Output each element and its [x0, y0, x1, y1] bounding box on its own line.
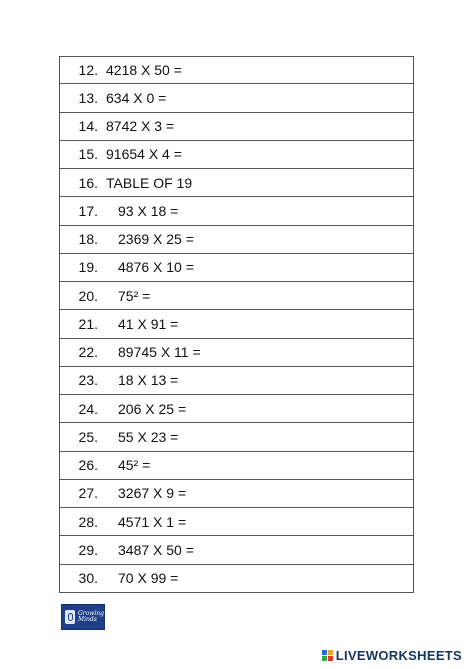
- question-row-19: [59, 254, 414, 282]
- question-expression: 4218 X 50 =: [106, 62, 182, 79]
- question-row-15: [59, 141, 414, 169]
- question-number: 29.: [78, 541, 98, 558]
- question-row-24: [59, 395, 414, 423]
- question-number: 22.: [78, 344, 98, 361]
- question-row-30: [59, 565, 414, 593]
- question-number: 21.: [78, 315, 98, 332]
- question-number: 16.: [78, 174, 98, 191]
- question-expression: 4571 X 1 =: [118, 513, 187, 530]
- question-expression: 634 X 0 =: [106, 89, 167, 106]
- liveworksheets-brand: [322, 648, 462, 663]
- liveworksheets-logo-icon: [322, 650, 333, 661]
- question-row-22: [59, 339, 414, 367]
- question-expression: 3267 X 9 =: [118, 485, 187, 502]
- question-number: 24.: [78, 400, 98, 417]
- logo-text-line2: Minds: [77, 616, 97, 623]
- question-expression: 41 X 91 =: [118, 315, 179, 332]
- question-number: 23.: [78, 372, 98, 389]
- question-number: 13.: [78, 89, 98, 106]
- question-number: 15.: [78, 146, 98, 163]
- question-row-28: [59, 508, 414, 536]
- question-row-27: [59, 480, 414, 508]
- question-row-17: [59, 197, 414, 225]
- question-expression: 75² =: [118, 287, 151, 304]
- question-row-25: [59, 423, 414, 451]
- question-expression: 89745 X 11 =: [118, 344, 201, 361]
- question-expression: 4876 X 10 =: [118, 259, 194, 276]
- question-row-20: [59, 282, 414, 310]
- growing-minds-logo: [61, 604, 105, 630]
- question-number: 18.: [78, 231, 98, 248]
- question-number: 12.: [78, 62, 98, 79]
- question-number: 17.: [78, 202, 98, 219]
- question-number: 19.: [78, 259, 98, 276]
- question-row-16: [59, 169, 414, 197]
- question-row-13: [59, 84, 414, 112]
- question-number: 14.: [78, 118, 98, 135]
- question-expression: 70 X 99 =: [118, 570, 179, 587]
- question-row-12: [59, 56, 414, 84]
- logo-mark-icon: [65, 610, 75, 624]
- question-expression: 2369 X 25 =: [118, 231, 194, 248]
- question-expression: 45² =: [118, 457, 151, 474]
- question-number: 28.: [78, 513, 98, 530]
- question-row-21: [59, 310, 414, 338]
- question-expression: 18 X 13 =: [118, 372, 179, 389]
- brand-text: LIVEWORKSHEETS: [335, 648, 462, 663]
- question-number: 20.: [78, 287, 98, 304]
- question-expression: 206 X 25 =: [118, 400, 187, 417]
- question-expression: 55 X 23 =: [118, 428, 179, 445]
- question-number: 27.: [78, 485, 98, 502]
- question-number: 25.: [78, 428, 98, 445]
- question-expression: 8742 X 3 =: [106, 118, 175, 135]
- question-number: 30.: [78, 570, 98, 587]
- question-row-23: [59, 367, 414, 395]
- logo-text-line1: Growing: [77, 610, 104, 617]
- question-row-18: [59, 226, 414, 254]
- question-row-14: [59, 113, 414, 141]
- question-expression: 3487 X 50 =: [118, 541, 194, 558]
- question-row-26: [59, 452, 414, 480]
- question-expression: TABLE OF 19: [106, 174, 193, 191]
- question-expression: 93 X 18 =: [118, 202, 179, 219]
- logo-text: [78, 611, 104, 623]
- worksheet-table: [59, 56, 414, 593]
- question-expression: 91654 X 4 =: [106, 146, 182, 163]
- question-number: 26.: [78, 457, 98, 474]
- question-row-29: [59, 536, 414, 564]
